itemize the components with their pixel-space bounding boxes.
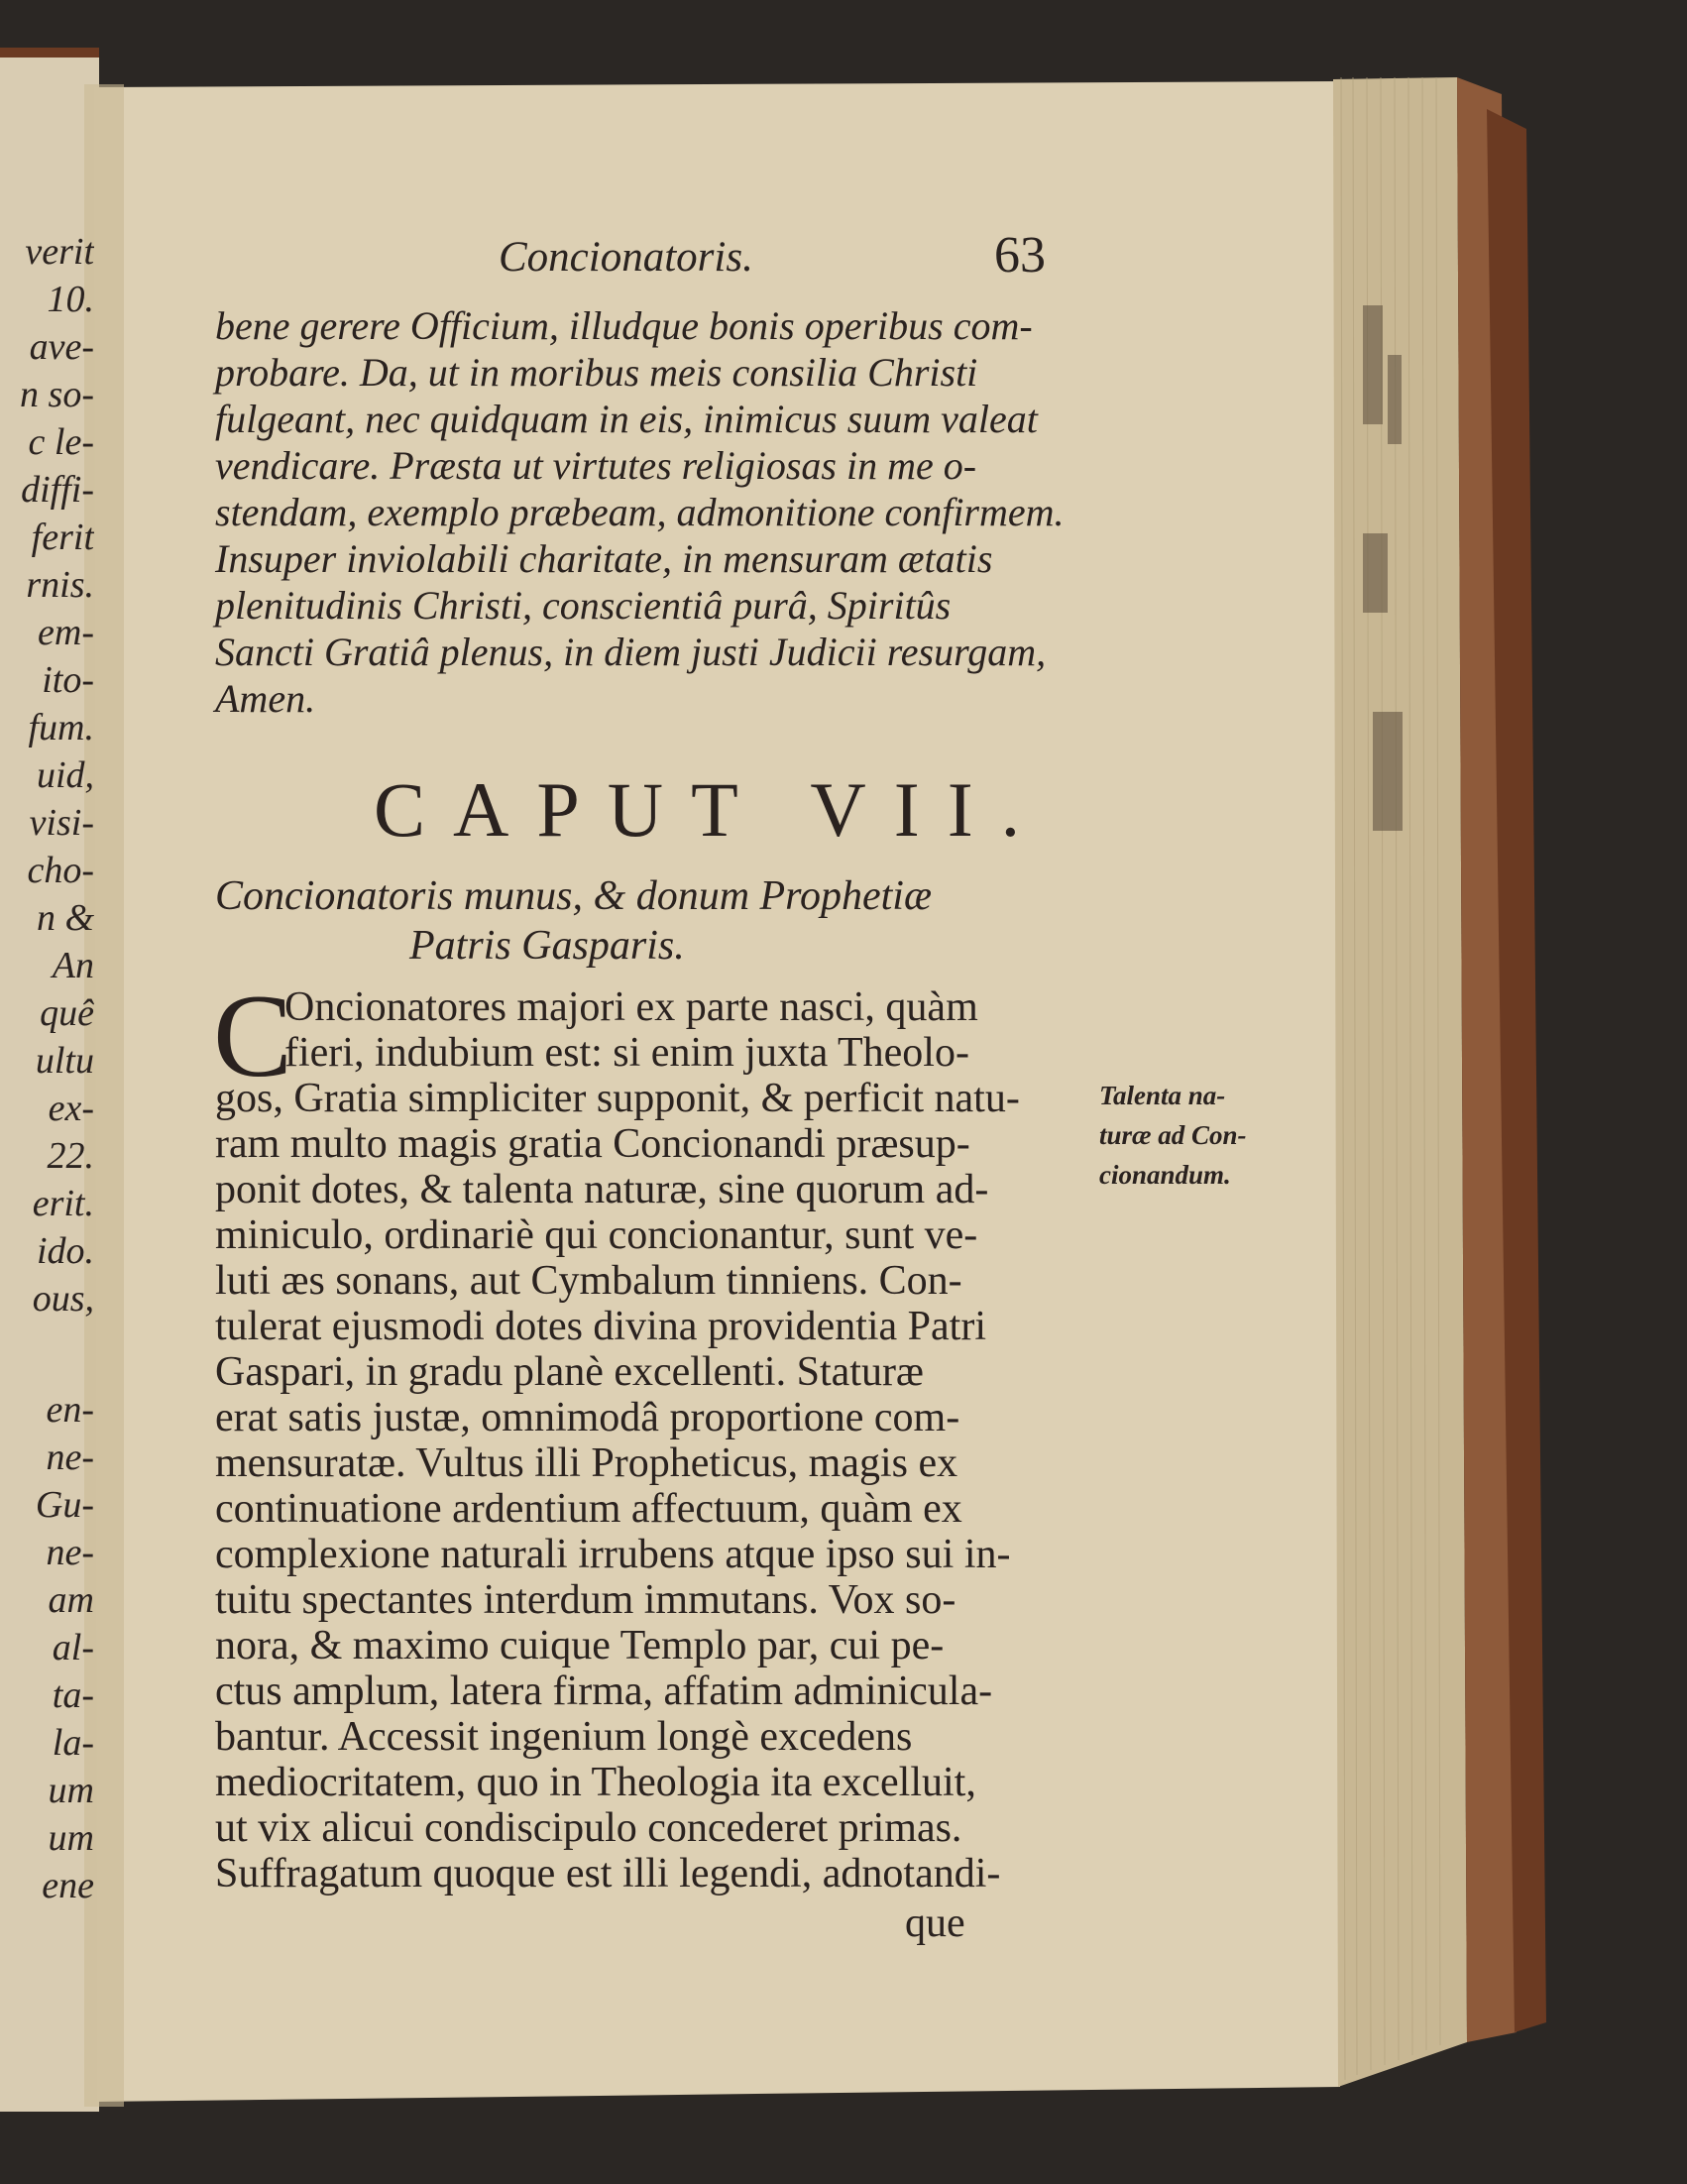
prayer-line: Sancti Gratiâ plenus, in diem justi Judicii resurgam, bbox=[215, 630, 1047, 674]
margin-fragment: cho- bbox=[27, 850, 94, 891]
body-line: tulerat ejusmodi dotes divina providentia Patri bbox=[215, 1304, 987, 1349]
margin-fragment: ito- bbox=[42, 659, 94, 701]
margin-fragment: ene bbox=[42, 1865, 94, 1906]
body-line: bantur. Accessit ingenium longè excedens bbox=[215, 1714, 913, 1760]
margin-fragment: visi- bbox=[29, 802, 94, 844]
margin-fragment: n so- bbox=[20, 374, 94, 415]
margin-fragment: quê bbox=[40, 992, 94, 1034]
catchword: que bbox=[905, 1900, 965, 1946]
body-line: Gaspari, in gradu planè excellenti. Staturæ bbox=[215, 1349, 924, 1395]
chapter-subtitle: Patris Gasparis. bbox=[409, 923, 685, 969]
margin-note-line: cionandum. bbox=[1099, 1160, 1231, 1190]
margin-fragment: Gu- bbox=[35, 1484, 94, 1526]
chapter-heading: CAPUT VII. bbox=[374, 766, 1049, 853]
margin-fragment: verit bbox=[25, 231, 94, 273]
body-line: gos, Gratia simpliciter supponit, & perficit natu- bbox=[215, 1076, 1020, 1121]
margin-note-line: turæ ad Con- bbox=[1099, 1120, 1247, 1150]
prayer-line: plenitudinis Christi, conscientiâ purâ, Spiritûs bbox=[215, 583, 952, 628]
body-line: fieri, indubium est: si enim juxta Theolo- bbox=[284, 1030, 969, 1076]
body-line: Oncionatores majori ex parte nasci, quàm bbox=[284, 984, 978, 1030]
margin-fragment: ultu bbox=[35, 1040, 94, 1082]
margin-fragment: ex- bbox=[48, 1088, 94, 1129]
body-line: ram multo magis gratia Concionandi præsup- bbox=[215, 1121, 970, 1167]
drop-cap: C bbox=[213, 970, 293, 1101]
body-line: ponit dotes, & talenta naturæ, sine quorum ad- bbox=[215, 1167, 989, 1212]
margin-fragment: en- bbox=[46, 1389, 94, 1431]
margin-fragment: al- bbox=[52, 1627, 94, 1668]
margin-fragment: An bbox=[52, 945, 94, 986]
margin-fragment: ne- bbox=[46, 1532, 94, 1573]
running-title: Concionatoris. bbox=[499, 234, 753, 281]
margin-fragment: ne- bbox=[46, 1437, 94, 1478]
book-page bbox=[94, 79, 1353, 2122]
body-line: nora, & maximo cuique Templo par, cui pe- bbox=[215, 1623, 945, 1668]
margin-fragment: c le- bbox=[28, 421, 94, 463]
margin-fragment: la- bbox=[52, 1722, 94, 1764]
body-line: complexione naturali irrubens atque ipso sui in- bbox=[215, 1532, 1011, 1577]
body-line: continuatione ardentium affectuum, quàm ex bbox=[215, 1486, 962, 1532]
margin-fragment: um bbox=[48, 1770, 94, 1811]
margin-fragment: uid, bbox=[36, 754, 94, 796]
body-line: erat satis justæ, omnimodâ proportione com- bbox=[215, 1395, 960, 1440]
body-line: mediocritatem, quo in Theologia ita excelluit, bbox=[215, 1760, 976, 1805]
margin-note-line: Talenta na- bbox=[1099, 1081, 1226, 1110]
body-line: ctus amplum, latera firma, affatim adminicula- bbox=[215, 1668, 993, 1714]
margin-fragment: n & bbox=[36, 897, 94, 939]
previous-page-fragment bbox=[0, 59, 94, 2042]
margin-fragment: ido. bbox=[36, 1230, 94, 1272]
prayer-line: probare. Da, ut in moribus meis consilia Christi bbox=[215, 350, 978, 395]
margin-fragment: ave- bbox=[29, 326, 94, 368]
margin-fragment: am bbox=[48, 1579, 94, 1621]
chapter-subtitle: Concionatoris munus, & donum Prophetiæ bbox=[215, 873, 932, 919]
margin-fragment: em- bbox=[38, 612, 94, 653]
prayer-line: Insuper inviolabili charitate, in mensuram ætatis bbox=[215, 536, 993, 581]
margin-fragment: ous, bbox=[32, 1278, 94, 1320]
margin-fragment: diffi- bbox=[21, 469, 94, 511]
prayer-line: fulgeant, nec quidquam in eis, inimicus suum valeat bbox=[215, 397, 1038, 441]
body-line: ut vix alicui condiscipulo concederet primas. bbox=[215, 1805, 962, 1851]
body-line: Suffragatum quoque est illi legendi, adnotandi- bbox=[215, 1851, 1001, 1897]
margin-fragment: um bbox=[48, 1817, 94, 1859]
margin-fragment: ta- bbox=[52, 1674, 94, 1716]
prayer-line: stendam, exemplo præbeam, admonitione confirmem. bbox=[215, 490, 1065, 534]
prayer-line: Amen. bbox=[215, 676, 316, 721]
body-line: luti æs sonans, aut Cymbalum tinniens. Con- bbox=[215, 1258, 962, 1304]
body-line: miniculo, ordinariè qui concionantur, sunt ve- bbox=[215, 1212, 978, 1258]
prayer-line: vendicare. Præsta ut virtutes religiosas in me o- bbox=[215, 443, 977, 488]
body-line: tuitu spectantes interdum immutans. Vox so- bbox=[215, 1577, 956, 1623]
margin-fragment: 10. bbox=[47, 279, 94, 320]
page-number: 63 bbox=[994, 227, 1046, 284]
margin-fragment: rnis. bbox=[26, 564, 94, 606]
margin-fragment: ferit bbox=[31, 517, 94, 558]
prayer-line: bene gerere Officium, illudque bonis operibus com- bbox=[215, 303, 1033, 348]
margin-fragment: erit. bbox=[32, 1183, 94, 1224]
page-edge-stack bbox=[1333, 77, 1492, 2090]
margin-fragment: fum. bbox=[28, 707, 94, 748]
body-line: mensuratæ. Vultus illi Propheticus, magis ex bbox=[215, 1440, 958, 1486]
margin-fragment: 22. bbox=[47, 1135, 94, 1177]
